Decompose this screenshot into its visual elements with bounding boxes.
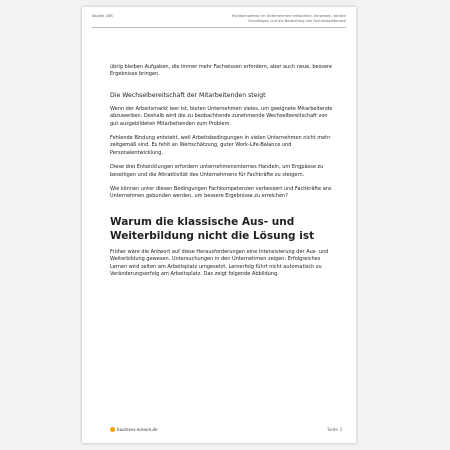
- main-heading: Warum die klassische Aus- und Weiterbildung nicht die Lösung ist: [110, 215, 315, 242]
- paragraph-3: Diese drei Entwicklungen erfordern unternehmensinternes Handeln, um Engpässe zu beseitigen und die Attraktivität des Unternehmens für Fachkräfte zu steigern.: [110, 164, 324, 178]
- page-number: Seite 3: [327, 427, 342, 432]
- intro-paragraph: übrig bleiben Aufgaben, die immer mehr Fachwissen erfordern, aber auch neue, bessere Ergebnisse bringen.: [110, 64, 332, 78]
- logo: [110, 427, 158, 432]
- logo-dot-icon: [110, 427, 115, 432]
- header-divider: [92, 27, 346, 28]
- header-title-line2: Grundlagen und die Bedeutung von Fachkompetenzen: [247, 19, 346, 23]
- chapter-label: Kapitel 2BB: [92, 14, 113, 18]
- paragraph-2: Fehlende Bindung entsteht, weil Arbeitsbedingungen in vielen Unternehmen nicht mehr zeitgemäß sind. Es fehlt an Wertschätzung, guter Work-Life-Balance und Personalentwicklung.: [110, 135, 331, 156]
- paragraph-5: Früher wäre die Antwort auf diese Herausforderungen eine Intensivierung der Aus- und Weiterbildung gewesen. Untersuchungen in den Unternehmen zeigen: Erfolgreiches Lernen wird selten am Arbeitsplatz umgesetzt. Lernerfolg führt nicht automatisch zu Veränderungserfolg am Arbeitsplatz. Das zeigt folgende Abbildung.: [110, 248, 329, 278]
- page-body: [110, 64, 336, 286]
- header-title-line1: Fachkompetenz im Unternehmen entwickeln, einsetzen, binden: [231, 14, 346, 18]
- document-page: [82, 7, 356, 443]
- paragraph-4: Wie können unter diesen Bedingungen Fachkompetenzen verbessert und Fachkräfte ans Unternehmen gebunden werden, um bessere Ergebnisse zu erreichen?: [110, 186, 332, 200]
- paragraph-1: Wenn der Arbeitsmarkt leer ist, bieten Unternehmen vieles, um geeignete Mitarbeitende abzuwerben. Deshalb wird die zu beobachtende zunehmende Wechselbereitschaft von gut ausgebildeten Mitarbeitenden zum Problem.: [110, 105, 333, 127]
- section-heading: Die Wechselbereitschaft der Mitarbeitenden steigt: [110, 91, 266, 99]
- logo-text: business-wissen.de: [117, 427, 158, 432]
- header-title: [232, 14, 346, 24]
